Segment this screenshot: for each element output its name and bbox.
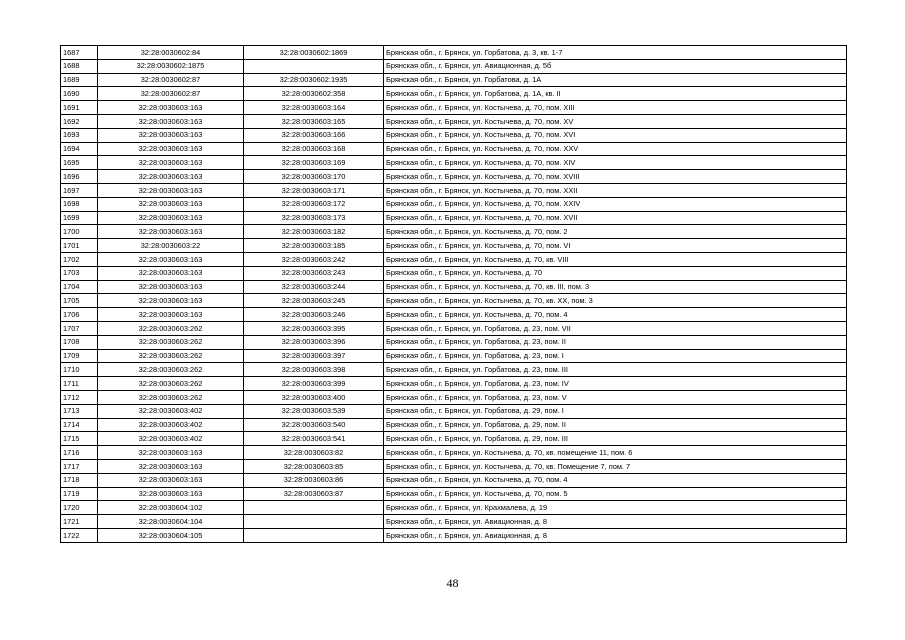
cadastral-number-cell: 32:28:0030603:262 — [98, 363, 244, 377]
table-row — [61, 156, 847, 170]
object-cadastral-number-cell: 32:28:0030603:243 — [244, 266, 384, 280]
table-row — [61, 87, 847, 101]
address-cell: Брянская обл., г. Брянск, ул. Костычева, д. 70, кв. Помещение 7, пом. 7 — [384, 459, 847, 473]
cadastral-number-cell: 32:28:0030603:402 — [98, 404, 244, 418]
cadastral-number-cell: 32:28:0030602:1875 — [98, 59, 244, 73]
row-number-cell: 1690 — [61, 87, 98, 101]
object-cadastral-number-cell: 32:28:0030603:399 — [244, 377, 384, 391]
object-cadastral-number-cell: 32:28:0030603:185 — [244, 239, 384, 253]
cadastral-number-cell: 32:28:0030603:163 — [98, 294, 244, 308]
address-cell: Брянская обл., г. Брянск, ул. Костычева, д. 70, кв. XX, пом. 3 — [384, 294, 847, 308]
object-cadastral-number-cell — [244, 515, 384, 529]
address-cell: Брянская обл., г. Брянск, ул. Крахмалева, д. 19 — [384, 501, 847, 515]
row-number-cell: 1689 — [61, 73, 98, 87]
row-number-cell: 1702 — [61, 252, 98, 266]
object-cadastral-number-cell: 32:28:0030603:541 — [244, 432, 384, 446]
row-number-cell: 1696 — [61, 170, 98, 184]
cadastral-number-cell: 32:28:0030603:163 — [98, 280, 244, 294]
address-cell: Брянская обл., г. Брянск, ул. Костычева, д. 70 — [384, 266, 847, 280]
row-number-cell: 1714 — [61, 418, 98, 432]
cadastral-number-cell: 32:28:0030604:102 — [98, 501, 244, 515]
cadastral-number-cell: 32:28:0030603:163 — [98, 308, 244, 322]
row-number-cell: 1699 — [61, 211, 98, 225]
cadastral-number-cell: 32:28:0030602:87 — [98, 73, 244, 87]
cadastral-number-cell: 32:28:0030603:163 — [98, 252, 244, 266]
table-row — [61, 473, 847, 487]
table-row — [61, 377, 847, 391]
table-row — [61, 349, 847, 363]
object-cadastral-number-cell: 32:28:0030603:246 — [244, 308, 384, 322]
object-cadastral-number-cell: 32:28:0030603:171 — [244, 183, 384, 197]
address-cell: Брянская обл., г. Брянск, ул. Горбатова, д. 23, пом. III — [384, 363, 847, 377]
cadastral-number-cell: 32:28:0030603:163 — [98, 101, 244, 115]
address-cell: Брянская обл., г. Брянск, ул. Костычева, д. 70, пом. XIII — [384, 101, 847, 115]
table-row — [61, 321, 847, 335]
cadastral-number-cell: 32:28:0030603:163 — [98, 114, 244, 128]
object-cadastral-number-cell: 32:28:0030603:169 — [244, 156, 384, 170]
table-row — [61, 308, 847, 322]
table-row — [61, 59, 847, 73]
row-number-cell: 1709 — [61, 349, 98, 363]
registry-table-body — [61, 46, 847, 543]
row-number-cell: 1718 — [61, 473, 98, 487]
cadastral-number-cell: 32:28:0030603:163 — [98, 128, 244, 142]
table-row — [61, 390, 847, 404]
table-row — [61, 252, 847, 266]
cadastral-number-cell: 32:28:0030603:402 — [98, 418, 244, 432]
table-row — [61, 446, 847, 460]
address-cell: Брянская обл., г. Брянск, ул. Авиационная, д. 5б — [384, 59, 847, 73]
cadastral-number-cell: 32:28:0030603:163 — [98, 183, 244, 197]
cadastral-number-cell: 32:28:0030602:84 — [98, 46, 244, 60]
row-number-cell: 1719 — [61, 487, 98, 501]
row-number-cell: 1705 — [61, 294, 98, 308]
address-cell: Брянская обл., г. Брянск, ул. Горбатова, д. 29, пом. II — [384, 418, 847, 432]
address-cell: Брянская обл., г. Брянск, ул. Горбатова, д. 1А, кв. II — [384, 87, 847, 101]
address-cell: Брянская обл., г. Брянск, ул. Костычева, д. 70, пом. XV — [384, 114, 847, 128]
row-number-cell: 1691 — [61, 101, 98, 115]
address-cell: Брянская обл., г. Брянск, ул. Костычева, д. 70, кв. помещение 11, пом. 6 — [384, 446, 847, 460]
cadastral-number-cell: 32:28:0030603:262 — [98, 390, 244, 404]
row-number-cell: 1695 — [61, 156, 98, 170]
object-cadastral-number-cell: 32:28:0030602:358 — [244, 87, 384, 101]
address-cell: Брянская обл., г. Брянск, ул. Костычева, д. 70, пом. 2 — [384, 225, 847, 239]
table-row — [61, 183, 847, 197]
table-row — [61, 73, 847, 87]
row-number-cell: 1701 — [61, 239, 98, 253]
object-cadastral-number-cell: 32:28:0030603:165 — [244, 114, 384, 128]
page-number: 48 — [446, 576, 459, 590]
table-row — [61, 294, 847, 308]
cadastral-number-cell: 32:28:0030603:163 — [98, 459, 244, 473]
address-cell: Брянская обл., г. Брянск, ул. Костычева, д. 70, пом. XXIV — [384, 197, 847, 211]
address-cell: Брянская обл., г. Брянск, ул. Костычева, д. 70, кв. III, пом. 3 — [384, 280, 847, 294]
table-row — [61, 46, 847, 60]
table-row — [61, 487, 847, 501]
cadastral-number-cell: 32:28:0030603:163 — [98, 225, 244, 239]
address-cell: Брянская обл., г. Брянск, ул. Костычева, д. 70, пом. 5 — [384, 487, 847, 501]
cadastral-number-cell: 32:28:0030603:22 — [98, 239, 244, 253]
table-row — [61, 239, 847, 253]
object-cadastral-number-cell — [244, 528, 384, 542]
object-cadastral-number-cell: 32:28:0030603:87 — [244, 487, 384, 501]
object-cadastral-number-cell: 32:28:0030603:396 — [244, 335, 384, 349]
address-cell: Брянская обл., г. Брянск, ул. Костычева, д. 70, пом. XVIII — [384, 170, 847, 184]
registry-table — [60, 45, 847, 543]
table-row — [61, 432, 847, 446]
table-row — [61, 280, 847, 294]
object-cadastral-number-cell: 32:28:0030603:395 — [244, 321, 384, 335]
row-number-cell: 1721 — [61, 515, 98, 529]
object-cadastral-number-cell: 32:28:0030603:164 — [244, 101, 384, 115]
table-row — [61, 101, 847, 115]
address-cell: Брянская обл., г. Брянск, ул. Костычева, д. 70, кв. VIII — [384, 252, 847, 266]
address-cell: Брянская обл., г. Брянск, ул. Костычева, д. 70, пом. 4 — [384, 308, 847, 322]
cadastral-number-cell: 32:28:0030603:262 — [98, 349, 244, 363]
address-cell: Брянская обл., г. Брянск, ул. Горбатова, д. 29, пом. III — [384, 432, 847, 446]
object-cadastral-number-cell — [244, 501, 384, 515]
table-row — [61, 459, 847, 473]
object-cadastral-number-cell: 32:28:0030602:1869 — [244, 46, 384, 60]
address-cell: Брянская обл., г. Брянск, ул. Горбатова, д. 29, пом. I — [384, 404, 847, 418]
cadastral-number-cell: 32:28:0030603:163 — [98, 446, 244, 460]
row-number-cell: 1693 — [61, 128, 98, 142]
cadastral-number-cell: 32:28:0030603:163 — [98, 266, 244, 280]
table-row — [61, 225, 847, 239]
row-number-cell: 1711 — [61, 377, 98, 391]
row-number-cell: 1707 — [61, 321, 98, 335]
address-cell: Брянская обл., г. Брянск, ул. Горбатова, д. 3, кв. 1-7 — [384, 46, 847, 60]
row-number-cell: 1710 — [61, 363, 98, 377]
cadastral-number-cell: 32:28:0030603:163 — [98, 473, 244, 487]
cadastral-number-cell: 32:28:0030603:402 — [98, 432, 244, 446]
row-number-cell: 1713 — [61, 404, 98, 418]
row-number-cell: 1697 — [61, 183, 98, 197]
cadastral-number-cell: 32:28:0030603:163 — [98, 211, 244, 225]
cadastral-number-cell: 32:28:0030603:163 — [98, 487, 244, 501]
object-cadastral-number-cell: 32:28:0030603:398 — [244, 363, 384, 377]
row-number-cell: 1694 — [61, 142, 98, 156]
address-cell: Брянская обл., г. Брянск, ул. Костычева, д. 70, пом. XXV — [384, 142, 847, 156]
object-cadastral-number-cell: 32:28:0030603:245 — [244, 294, 384, 308]
row-number-cell: 1706 — [61, 308, 98, 322]
table-row — [61, 515, 847, 529]
object-cadastral-number-cell: 32:28:0030603:397 — [244, 349, 384, 363]
object-cadastral-number-cell: 32:28:0030603:82 — [244, 446, 384, 460]
table-row — [61, 142, 847, 156]
table-row — [61, 266, 847, 280]
table-row — [61, 501, 847, 515]
address-cell: Брянская обл., г. Брянск, ул. Костычева, д. 70, пом. 4 — [384, 473, 847, 487]
table-row — [61, 404, 847, 418]
table-row — [61, 418, 847, 432]
cadastral-number-cell: 32:28:0030603:163 — [98, 156, 244, 170]
table-row — [61, 170, 847, 184]
table-row — [61, 128, 847, 142]
row-number-cell: 1708 — [61, 335, 98, 349]
cadastral-number-cell: 32:28:0030603:163 — [98, 142, 244, 156]
row-number-cell: 1717 — [61, 459, 98, 473]
address-cell: Брянская обл., г. Брянск, ул. Горбатова, д. 23, пом. V — [384, 390, 847, 404]
address-cell: Брянская обл., г. Брянск, ул. Горбатова, д. 23, пом. IV — [384, 377, 847, 391]
address-cell: Брянская обл., г. Брянск, ул. Костычева, д. 70, пом. VI — [384, 239, 847, 253]
cadastral-number-cell: 32:28:0030603:262 — [98, 335, 244, 349]
object-cadastral-number-cell: 32:28:0030603:85 — [244, 459, 384, 473]
object-cadastral-number-cell: 32:28:0030603:86 — [244, 473, 384, 487]
table-row — [61, 197, 847, 211]
row-number-cell: 1720 — [61, 501, 98, 515]
cadastral-number-cell: 32:28:0030603:163 — [98, 197, 244, 211]
object-cadastral-number-cell — [244, 59, 384, 73]
row-number-cell: 1722 — [61, 528, 98, 542]
row-number-cell: 1700 — [61, 225, 98, 239]
cadastral-number-cell: 32:28:0030603:262 — [98, 321, 244, 335]
address-cell: Брянская обл., г. Брянск, ул. Костычева, д. 70, пом. XVI — [384, 128, 847, 142]
object-cadastral-number-cell: 32:28:0030603:182 — [244, 225, 384, 239]
object-cadastral-number-cell: 32:28:0030603:172 — [244, 197, 384, 211]
table-row — [61, 363, 847, 377]
address-cell: Брянская обл., г. Брянск, ул. Горбатова, д. 23, пом. I — [384, 349, 847, 363]
address-cell: Брянская обл., г. Брянск, ул. Костычева, д. 70, пом. XVII — [384, 211, 847, 225]
object-cadastral-number-cell: 32:28:0030603:400 — [244, 390, 384, 404]
row-number-cell: 1688 — [61, 59, 98, 73]
object-cadastral-number-cell: 32:28:0030603:170 — [244, 170, 384, 184]
address-cell: Брянская обл., г. Брянск, ул. Авиационная, д. 8 — [384, 515, 847, 529]
object-cadastral-number-cell: 32:28:0030603:242 — [244, 252, 384, 266]
row-number-cell: 1703 — [61, 266, 98, 280]
cadastral-number-cell: 32:28:0030604:104 — [98, 515, 244, 529]
address-cell: Брянская обл., г. Брянск, ул. Костычева, д. 70, пом. XIV — [384, 156, 847, 170]
object-cadastral-number-cell: 32:28:0030603:539 — [244, 404, 384, 418]
cadastral-number-cell: 32:28:0030602:87 — [98, 87, 244, 101]
cadastral-number-cell: 32:28:0030604:105 — [98, 528, 244, 542]
row-number-cell: 1692 — [61, 114, 98, 128]
row-number-cell: 1687 — [61, 46, 98, 60]
address-cell: Брянская обл., г. Брянск, ул. Горбатова, д. 23, пом. VII — [384, 321, 847, 335]
row-number-cell: 1704 — [61, 280, 98, 294]
table-row — [61, 335, 847, 349]
row-number-cell: 1716 — [61, 446, 98, 460]
row-number-cell: 1715 — [61, 432, 98, 446]
object-cadastral-number-cell: 32:28:0030603:166 — [244, 128, 384, 142]
cadastral-number-cell: 32:28:0030603:163 — [98, 170, 244, 184]
table-row — [61, 114, 847, 128]
table-row — [61, 211, 847, 225]
address-cell: Брянская обл., г. Брянск, ул. Авиационная, д. 8 — [384, 528, 847, 542]
address-cell: Брянская обл., г. Брянск, ул. Горбатова, д. 1А — [384, 73, 847, 87]
row-number-cell: 1712 — [61, 390, 98, 404]
address-cell: Брянская обл., г. Брянск, ул. Костычева, д. 70, пом. XXII — [384, 183, 847, 197]
object-cadastral-number-cell: 32:28:0030602:1935 — [244, 73, 384, 87]
object-cadastral-number-cell: 32:28:0030603:168 — [244, 142, 384, 156]
table-row — [61, 528, 847, 542]
object-cadastral-number-cell: 32:28:0030603:540 — [244, 418, 384, 432]
address-cell: Брянская обл., г. Брянск, ул. Горбатова, д. 23, пом. II — [384, 335, 847, 349]
cadastral-number-cell: 32:28:0030603:262 — [98, 377, 244, 391]
object-cadastral-number-cell: 32:28:0030603:244 — [244, 280, 384, 294]
object-cadastral-number-cell: 32:28:0030603:173 — [244, 211, 384, 225]
row-number-cell: 1698 — [61, 197, 98, 211]
